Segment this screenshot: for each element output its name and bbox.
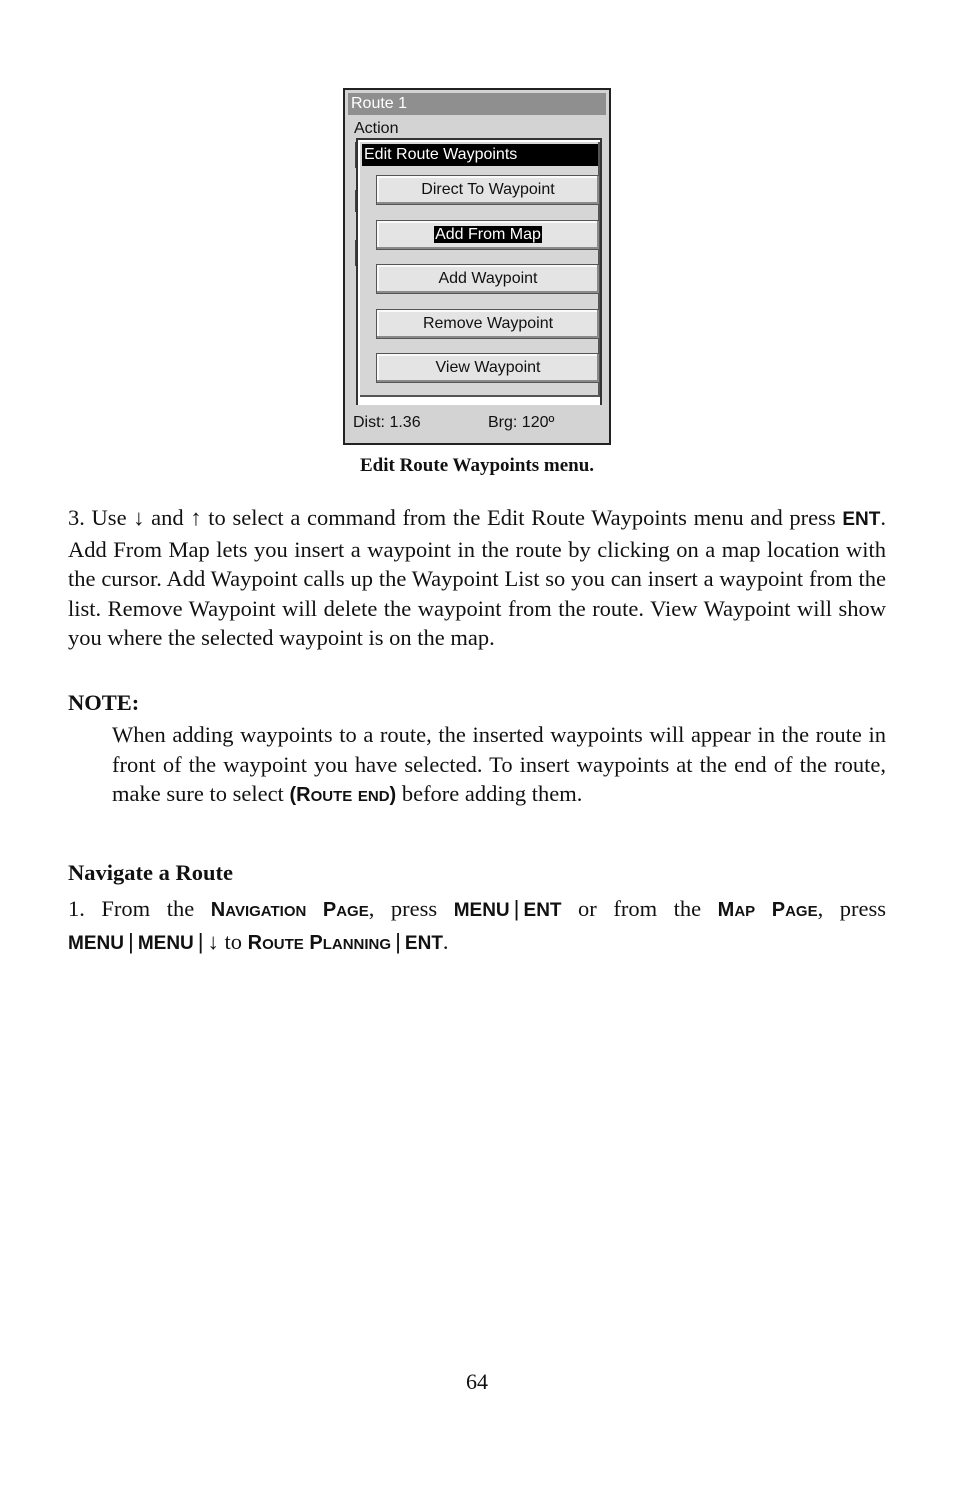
up-arrow-icon: ↑ (190, 505, 202, 530)
down-arrow-icon: ↓ (207, 928, 219, 954)
action-label: Action (354, 120, 399, 137)
status-bar (345, 405, 609, 443)
ent-key: ENT (842, 509, 881, 530)
menu-item-label: Remove Waypoint (422, 315, 554, 332)
direct-to-waypoint-button[interactable] (376, 175, 600, 205)
window-title: Route 1 (348, 93, 606, 115)
page-number: 64 (466, 1369, 488, 1394)
menu-item-label: Add From Map (435, 226, 541, 243)
menu-item-label: Direct To Waypoint (421, 181, 555, 198)
menu-key: MENU (137, 932, 194, 954)
distance-readout: Dist: 1.36 (353, 414, 421, 431)
remove-waypoint-button[interactable] (376, 309, 600, 339)
add-from-map-button[interactable] (376, 220, 600, 250)
ent-key: ENT (404, 932, 443, 954)
section-heading: Navigate a Route (68, 860, 233, 885)
down-arrow-icon: ↓ (133, 505, 145, 530)
note-label: NOTE: (68, 690, 140, 715)
view-waypoint-button[interactable] (376, 353, 600, 383)
menu-key: MENU (68, 932, 124, 954)
route-end-key: R (296, 784, 311, 807)
menu-item-label: Add Waypoint (438, 270, 538, 287)
menu-key: MENU (453, 900, 510, 921)
ent-key: ENT (523, 900, 562, 921)
figure-caption: Edit Route Waypoints menu. (359, 455, 595, 476)
edit-route-waypoints-popup (356, 138, 602, 443)
device-screen (343, 88, 611, 445)
step-3-paragraph: 3. Use ↓ and ↑ to select a command from the Edit Route Waypoints menu and press ENT. Add From Map lets you insert a waypoint in the route by clicking on a map location with the cursor. Add Waypoint calls up the Waypoint List so you can insert a waypoint from the list. Remove Waypoint will delete the waypoint from the route. View Waypoint will show you where the selected waypoint is on the map. (68, 505, 886, 651)
menu-item-label: View Waypoint (435, 359, 541, 376)
step-1-paragraph: 1. From the NAVIGATION PAGE, press MENU | ENT or from the MAP PAGE, press MENU | MENU | ↓ to ROUTE PLANNING | ENT. (68, 896, 887, 954)
popup-title: Edit Route Waypoints (362, 144, 598, 166)
bearing-readout: Brg: 120º (488, 414, 555, 431)
add-waypoint-button[interactable] (376, 264, 600, 294)
note-body: When adding waypoints to a route, the inserted waypoints will appear in the route in front of the waypoint you have selected. To insert waypoints at the end of the route, make sure to select (ROUTE END) before adding them. (112, 722, 886, 807)
